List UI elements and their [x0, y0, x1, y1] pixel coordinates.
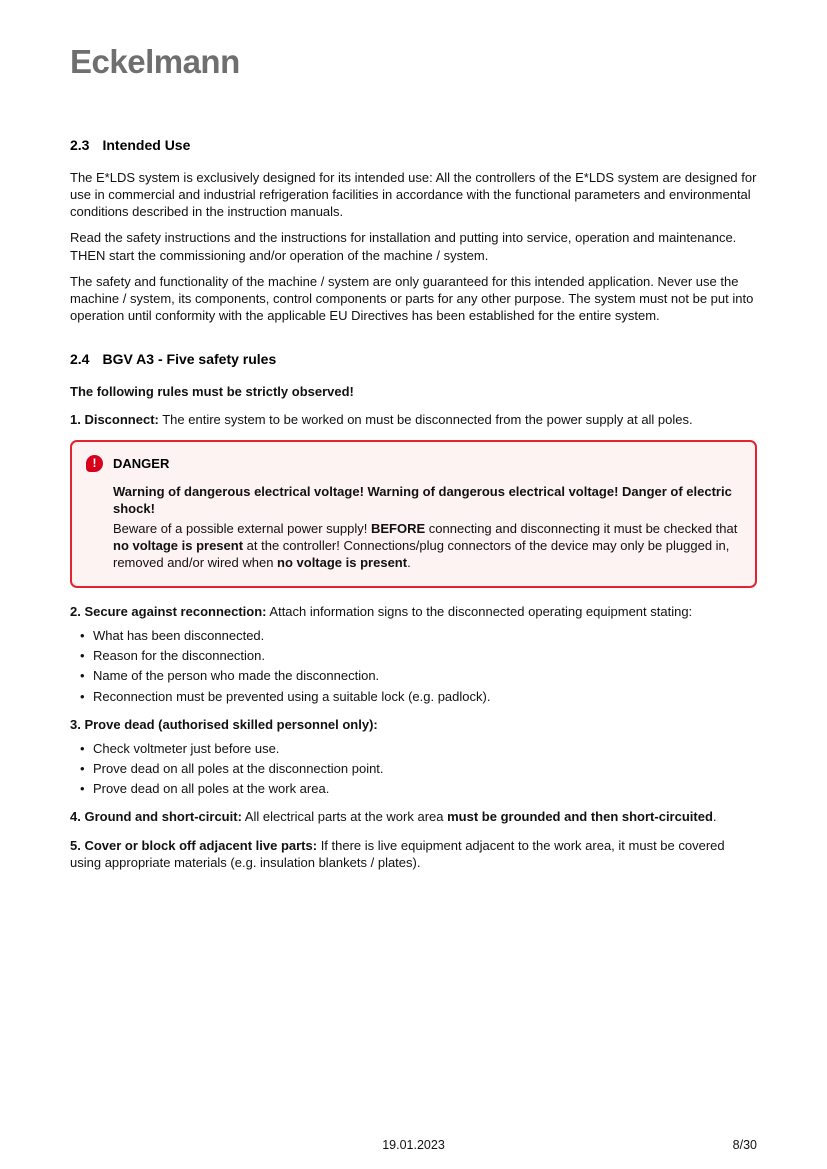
rule-3-bullet-list: [80, 740, 757, 797]
rule-2-bullet-list: [80, 627, 757, 705]
safety-rules-intro: The following rules must be strictly observed!: [70, 383, 354, 399]
section-number: 2.3: [70, 136, 90, 153]
section-title: Intended Use: [102, 136, 191, 153]
section-title: BGV A3 - Five safety rules: [102, 351, 277, 368]
intended-use-paragraph-1: The E*LDS system is exclusively designed for its intended use: All the controllers of the E*LDS system are designed for use in commercial and industrial refrigeration facilities in accordance with the functional parameters and environmental conditions described in the instruction manuals.: [70, 170, 757, 220]
footer-page-number: 8/30: [732, 1138, 757, 1152]
danger-header: [86, 455, 739, 472]
section-heading-2-4: [70, 350, 757, 368]
bullet-item: • Reason for the disconnection.: [80, 647, 757, 664]
section-heading-2-3: [70, 136, 757, 154]
danger-notice-box: [70, 440, 757, 588]
rule-4-text: All electrical parts at the work area: [241, 809, 448, 825]
rule-1-label: 1. Disconnect:: [70, 411, 159, 427]
bullet-item: • Prove dead on all poles at the work area.: [80, 780, 757, 797]
rule-4-bold-text: must be grounded and then short-circuited: [447, 809, 713, 825]
intended-use-paragraph-2: Read the safety instructions and the instructions for installation and putting into service, operation and maintenance. THEN start the commissioning and/or operation of the machine / system.: [70, 230, 737, 263]
danger-title: DANGER: [113, 456, 170, 472]
rule-1-text: The entire system to be worked on must be disconnected from the power supply at all poles.: [158, 411, 693, 427]
danger-text-segment: .: [407, 554, 411, 570]
danger-text-segment: at the controller! Connections/plug connectors of the device may only be plugged in, removed and/or wired when: [113, 537, 730, 570]
rule-3-label: 3. Prove dead (authorised skilled personnel only):: [70, 716, 378, 732]
eckelmann-logo: Eckelmann: [70, 43, 240, 80]
bullet-item: • Check voltmeter just before use.: [80, 740, 757, 757]
rule-4-end: .: [712, 809, 717, 825]
danger-warning-heading: Warning of dangerous electrical voltage! Warning of dangerous electrical voltage! Danger of electric shock!: [113, 484, 732, 517]
rule-4-ground: [70, 808, 757, 825]
rule-2-label: 2. Secure against reconnection:: [70, 603, 267, 619]
danger-text-segment: connecting and disconnecting it must be checked that: [425, 520, 738, 536]
danger-text-bold: no voltage is present: [113, 537, 244, 553]
danger-warning-text: [113, 520, 739, 571]
bullet-item: • Prove dead on all poles at the disconnection point.: [80, 760, 757, 777]
bullet-item: • Name of the person who made the disconnection.: [80, 667, 757, 684]
danger-body: [113, 483, 739, 571]
danger-exclamation-icon: !: [86, 455, 103, 472]
bullet-item: • What has been disconnected.: [80, 627, 757, 644]
danger-text-segment: Beware of a possible external power supply!: [113, 520, 371, 536]
rule-2-secure: [70, 603, 757, 620]
danger-text-bold: no voltage is present: [277, 554, 408, 570]
intended-use-paragraph-3: The safety and functionality of the machine / system are only guaranteed for this intended application. Never use the machine / system, its components, control components or parts for any other purpose. The system must not be put into operation until conformity with the applicable EU Directives has been established for the entire system.: [70, 273, 754, 324]
rule-2-text: Attach information signs to the disconnected operating equipment stating:: [266, 603, 693, 619]
rule-1-disconnect: [70, 411, 757, 428]
rule-5-label: 5. Cover or block off adjacent live parts:: [70, 837, 318, 853]
section-number: 2.4: [70, 351, 90, 368]
footer-date: 19.01.2023: [382, 1138, 445, 1152]
bullet-item: • Reconnection must be prevented using a suitable lock (e.g. padlock).: [80, 688, 757, 705]
rule-5-cover: [70, 837, 757, 871]
rule-4-label: 4. Ground and short-circuit:: [70, 809, 242, 825]
rule-5-text: If there is live equipment adjacent to the work area, it must be covered using appropriate materials (e.g. insulation blankets / plates).: [70, 837, 725, 870]
danger-text-bold: BEFORE: [370, 520, 426, 536]
rule-3-prove-dead: [70, 716, 757, 733]
